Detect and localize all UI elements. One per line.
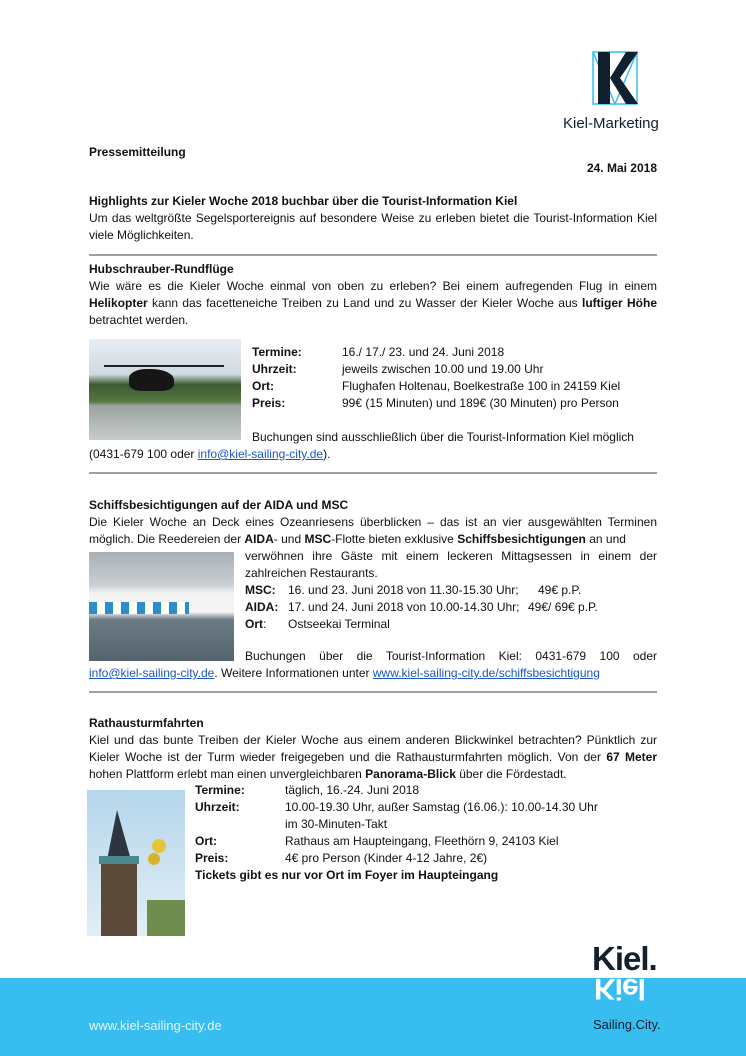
label: Termine: — [252, 345, 302, 359]
tickets-note: Tickets gibt es nur vor Ort im Foyer im Haupteingang — [195, 868, 499, 882]
value: im 30-Minuten-Takt — [285, 817, 388, 831]
doc-type: Pressemitteilung — [89, 145, 186, 159]
label: Uhrzeit: — [195, 800, 240, 814]
heli-title: Hubschrauber-Rundflüge — [89, 262, 234, 276]
divider — [89, 472, 657, 474]
ship-title: Schiffsbesichtigungen auf der AIDA und MSC — [89, 498, 349, 512]
kiel-logo-mirror: Kiel — [594, 972, 646, 1005]
heli-booking-contact: (0431-679 100 oder info@kiel-sailing-city.de). — [89, 447, 331, 461]
heli-text: Wie wäre es die Kieler Woche einmal von oben zu erleben? Bei einem aufregenden Flug in einem Helikopter kann das facetteneiche Treiben zu Land und zu Wasser der Kieler Woche aus luftiger Höhe betrachtet werden. — [89, 279, 658, 327]
value: 16./ 17./ 23. und 24. Juni 2018 — [342, 345, 505, 359]
website-link[interactable]: www.kiel-sailing-city.de/schiffsbesichtigung — [372, 666, 600, 680]
footer-url[interactable]: www.kiel-sailing-city.de — [89, 1018, 222, 1033]
value: 99€ (15 Minuten) und 189€ (30 Minuten) pro Person — [342, 396, 619, 410]
value: 4€ pro Person (Kinder 4-12 Jahre, 2€) — [285, 851, 488, 865]
label: Ort: — [252, 379, 274, 393]
value: jeweils zwischen 10.00 und 19.00 Uhr — [342, 362, 544, 376]
heli-booking: Buchungen sind ausschließlich über die Tourist-Information Kiel möglich — [252, 430, 634, 444]
email-link[interactable]: info@kiel-sailing-city.de — [89, 666, 215, 680]
date: 24. Mai 2018 — [586, 161, 657, 175]
label: AIDA: — [245, 600, 279, 614]
email-link[interactable]: info@kiel-sailing-city.de — [197, 447, 324, 461]
tower-title: Rathausturmfahrten — [89, 716, 204, 730]
value: 16. und 23. Juni 2018 von 11.30-15.30 Uhr; — [288, 583, 519, 597]
kiel-marketing-logo — [590, 50, 640, 105]
label: Ort — [245, 617, 263, 631]
divider — [89, 254, 657, 256]
label: Preis: — [195, 851, 229, 865]
price: 49€/ 69€ p.P. — [528, 600, 598, 614]
tower-text: Kiel und das bunte Treiben der Kieler Woche aus einem anderen Blickwinkel betrachten? Pünktlich zur Kieler Woche ist der Turm wieder freigegeben und die Rathausturmfahrten möglich. Von der 67 Meter hohen Plattform erlebt man einen unvergleichbaren Panorama-Blick über die Fördestadt. — [89, 733, 657, 781]
helicopter-image — [89, 339, 241, 440]
k-logo-icon — [590, 50, 640, 105]
value: Ostseekai Terminal — [288, 617, 390, 631]
value: Flughafen Holtenau, Boelkestraße 100 in 24159 Kiel — [342, 379, 621, 393]
kiel-marketing-text: Kiel-Marketing — [563, 115, 659, 132]
ship-more-info: info@kiel-sailing-city.de. Weitere Informationen unter www.kiel-sailing-city.de/schiffsbesichtigung — [89, 666, 600, 680]
intro-title: Highlights zur Kieler Woche 2018 buchbar über die Tourist-Information Kiel — [89, 194, 518, 208]
ship-text-cont: verwöhnen ihre Gäste mit einem leckeren Mittagsessen in einem der zahlreichen Restaurants. — [245, 549, 657, 580]
price: 49€ p.P. — [538, 583, 582, 597]
label: Ort: — [195, 834, 217, 848]
value: 10.00-19.30 Uhr, außer Samstag (16.06.): 10.00-14.30 Uhr — [285, 800, 598, 814]
ship-text: Die Kieler Woche an Deck eines Ozeanriesens überblicken – das ist an vier ausgewählten Terminen möglich. Die Reedereien der AIDA- und MSC-Flotte bieten exklusive Schiffsbesichtigungen an und — [89, 515, 657, 546]
kiel-logo-word: Kiel. — [592, 940, 657, 977]
value: 17. und 24. Juni 2018 von 10.00-14.30 Uhr; — [288, 600, 520, 614]
intro-text: Um das weltgrößte Segelsportereignis auf besondere Weise zu erleben bietet die Tourist-Information Kiel viele Möglichkeiten. — [89, 211, 657, 242]
ship-booking: Buchungen über die Tourist-Information Kiel: 0431-679 100 oder — [245, 649, 657, 663]
value: täglich, 16.-24. Juni 2018 — [285, 783, 420, 797]
label: Preis: — [252, 396, 286, 410]
divider — [89, 691, 657, 693]
label: Uhrzeit: — [252, 362, 297, 376]
value: Rathaus am Haupteingang, Fleethörn 9, 24103 Kiel — [285, 834, 559, 848]
label: Termine: — [195, 783, 245, 797]
logo-tagline: Sailing.City. — [593, 1017, 661, 1032]
label: MSC: — [245, 583, 276, 597]
town-hall-tower-image — [87, 790, 185, 936]
cruise-ship-image — [89, 552, 234, 661]
